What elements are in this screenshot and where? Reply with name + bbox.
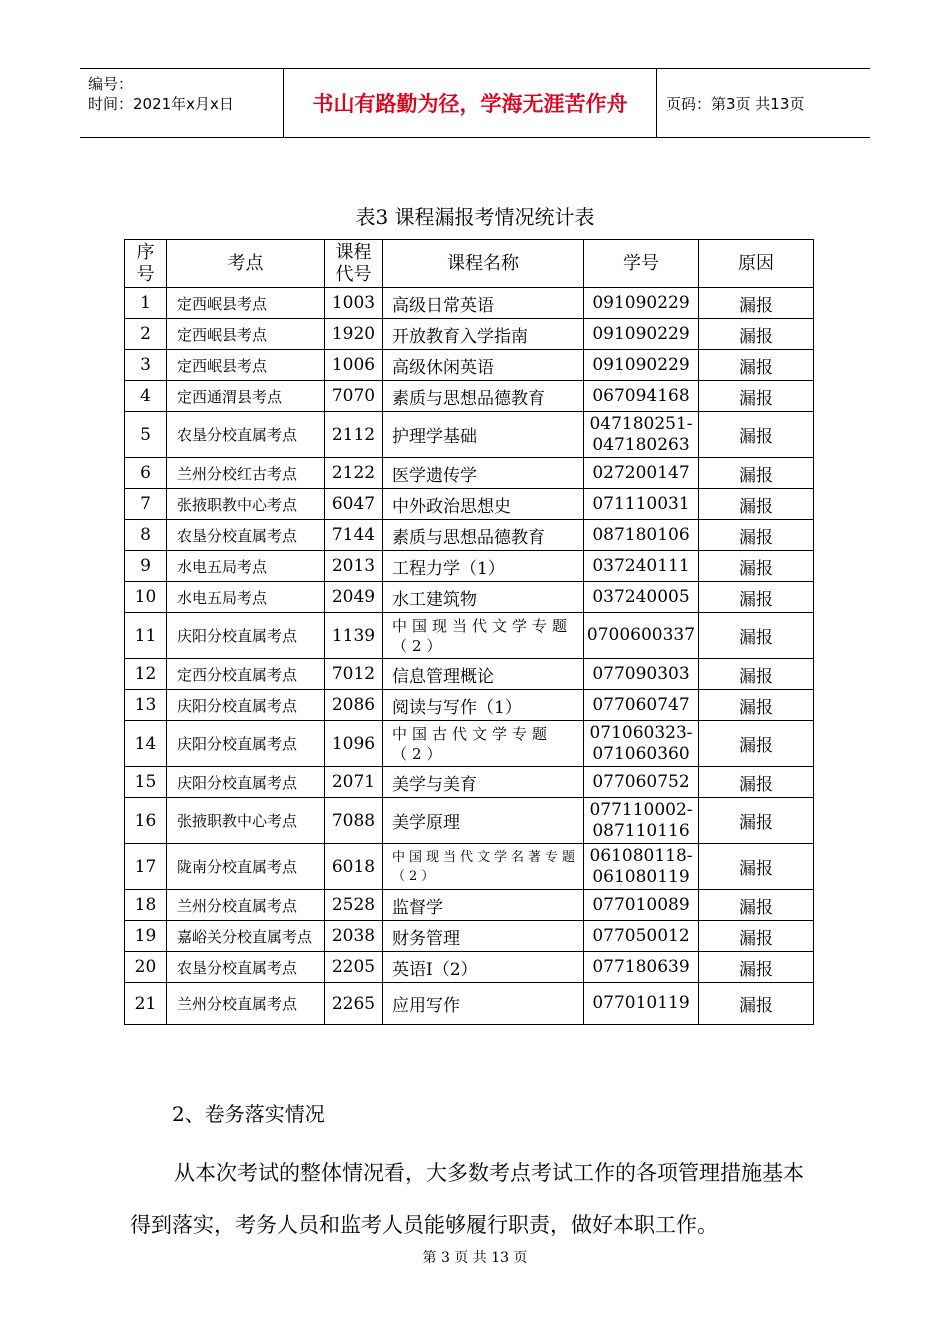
row-id: 077060747 (584, 690, 699, 721)
header-meta (80, 69, 283, 137)
table-row (125, 613, 814, 659)
row-reason: 漏报 (699, 350, 814, 381)
row-reason: 漏报 (699, 489, 814, 520)
header-no: 序号 (125, 240, 167, 288)
row-id: 071110031 (584, 489, 699, 520)
row-code: 7070 (325, 381, 383, 412)
row-site: 庆阳分校直属考点 (167, 613, 325, 659)
row-reason: 漏报 (699, 983, 814, 1025)
row-course: 医学遗传学 (383, 458, 584, 489)
row-reason: 漏报 (699, 798, 814, 844)
table-row (125, 489, 814, 520)
table-row (125, 921, 814, 952)
row-course: 美学原理 (383, 798, 584, 844)
row-site: 兰州分校直属考点 (167, 983, 325, 1025)
row-no: 19 (125, 921, 167, 952)
row-code: 7144 (325, 520, 383, 551)
page-footer: 第 3 页 共 13 页 (422, 1250, 528, 1266)
row-reason: 漏报 (699, 721, 814, 767)
row-no: 14 (125, 721, 167, 767)
table-row (125, 458, 814, 489)
row-code: 6018 (325, 844, 383, 890)
row-course: 阅读与写作（1） (383, 690, 584, 721)
row-site: 庆阳分校直属考点 (167, 767, 325, 798)
row-code: 2071 (325, 767, 383, 798)
row-code: 7012 (325, 659, 383, 690)
row-reason: 漏报 (699, 520, 814, 551)
row-reason: 漏报 (699, 551, 814, 582)
row-site: 水电五局考点 (167, 551, 325, 582)
row-id: 077090303 (584, 659, 699, 690)
row-course: 监督学 (383, 890, 584, 921)
row-site: 兰州分校直属考点 (167, 890, 325, 921)
row-course: 美学与美育 (383, 767, 584, 798)
row-id: 091090229 (584, 350, 699, 381)
table-row (125, 350, 814, 381)
row-id: 071060323- 071060360 (584, 721, 699, 767)
row-id: 077060752 (584, 767, 699, 798)
header-id: 学号 (584, 240, 699, 288)
row-site: 陇南分校直属考点 (167, 844, 325, 890)
row-code: 7088 (325, 798, 383, 844)
row-site: 定西岷县考点 (167, 288, 325, 319)
row-no: 1 (125, 288, 167, 319)
row-site: 农垦分校直属考点 (167, 520, 325, 551)
table-row (125, 659, 814, 690)
row-id: 077180639 (584, 952, 699, 983)
body-paragraph: 从本次考试的整体情况看，大多数考点考试工作的各项管理措施基本得到落实，考务人员和监考人员能够履行职责，做好本职工作。 (130, 1161, 804, 1237)
row-id: 077050012 (584, 921, 699, 952)
row-no: 21 (125, 983, 167, 1025)
row-reason: 漏报 (699, 381, 814, 412)
table-row (125, 412, 814, 458)
row-no: 6 (125, 458, 167, 489)
row-course: 中外政治思想史 (383, 489, 584, 520)
row-code: 2265 (325, 983, 383, 1025)
row-code: 6047 (325, 489, 383, 520)
row-no: 20 (125, 952, 167, 983)
row-reason: 漏报 (699, 767, 814, 798)
row-course: 信息管理概论 (383, 659, 584, 690)
table-row (125, 767, 814, 798)
row-no: 3 (125, 350, 167, 381)
row-site: 定西岷县考点 (167, 319, 325, 350)
header-course: 课程名称 (383, 240, 584, 288)
document-header (80, 68, 870, 138)
row-site: 农垦分校直属考点 (167, 952, 325, 983)
row-id: 037240111 (584, 551, 699, 582)
row-id: 067094168 (584, 381, 699, 412)
row-code: 2038 (325, 921, 383, 952)
table-caption: 表3 课程漏报考情况统计表 (355, 205, 595, 229)
row-no: 5 (125, 412, 167, 458)
table-row (125, 952, 814, 983)
row-no: 8 (125, 520, 167, 551)
row-id: 091090229 (584, 288, 699, 319)
row-code: 2122 (325, 458, 383, 489)
row-reason: 漏报 (699, 844, 814, 890)
row-no: 17 (125, 844, 167, 890)
row-course: 应用写作 (383, 983, 584, 1025)
table-row (125, 798, 814, 844)
row-no: 18 (125, 890, 167, 921)
row-site: 定西岷县考点 (167, 350, 325, 381)
row-reason: 漏报 (699, 952, 814, 983)
row-course: 水工建筑物 (383, 582, 584, 613)
row-site: 定西分校直属考点 (167, 659, 325, 690)
statistics-table (124, 239, 814, 1025)
table-row (125, 520, 814, 551)
row-site: 庆阳分校直属考点 (167, 690, 325, 721)
row-code: 1096 (325, 721, 383, 767)
row-id: 037240005 (584, 582, 699, 613)
header-reason: 原因 (699, 240, 814, 288)
row-course: 高级休闲英语 (383, 350, 584, 381)
row-site: 嘉峪关分校直属考点 (167, 921, 325, 952)
row-course: 开放教育入学指南 (383, 319, 584, 350)
row-code: 2205 (325, 952, 383, 983)
row-reason: 漏报 (699, 288, 814, 319)
table-row (125, 690, 814, 721)
row-no: 2 (125, 319, 167, 350)
header-time: 时间：2021年x月x日 (88, 95, 234, 113)
section-heading: 2、卷务落实情况 (172, 1102, 325, 1126)
row-code: 1006 (325, 350, 383, 381)
row-reason: 漏报 (699, 458, 814, 489)
row-id: 077010089 (584, 890, 699, 921)
row-no: 4 (125, 381, 167, 412)
row-site: 兰州分校红古考点 (167, 458, 325, 489)
row-id: 0700600337 (584, 613, 699, 659)
row-no: 9 (125, 551, 167, 582)
row-reason: 漏报 (699, 412, 814, 458)
row-course: 护理学基础 (383, 412, 584, 458)
table-row (125, 582, 814, 613)
row-code: 2086 (325, 690, 383, 721)
row-no: 16 (125, 798, 167, 844)
row-reason: 漏报 (699, 613, 814, 659)
header-motto: 书山有路勤为径，学海无涯苦作舟 (283, 69, 657, 137)
row-site: 定西通渭县考点 (167, 381, 325, 412)
row-course: 素质与思想品德教育 (383, 520, 584, 551)
row-course: 中国现当代文学专题（2） (383, 613, 584, 659)
row-course: 高级日常英语 (383, 288, 584, 319)
row-course: 素质与思想品德教育 (383, 381, 584, 412)
row-id: 027200147 (584, 458, 699, 489)
row-code: 2528 (325, 890, 383, 921)
row-reason: 漏报 (699, 890, 814, 921)
table-row (125, 721, 814, 767)
row-site: 水电五局考点 (167, 582, 325, 613)
row-id: 047180251- 047180263 (584, 412, 699, 458)
row-reason: 漏报 (699, 690, 814, 721)
row-code: 2013 (325, 551, 383, 582)
table-row (125, 551, 814, 582)
table-row (125, 288, 814, 319)
table-row (125, 381, 814, 412)
table-row (125, 890, 814, 921)
row-reason: 漏报 (699, 921, 814, 952)
row-course: 英语Ⅰ（2） (383, 952, 584, 983)
row-code: 2049 (325, 582, 383, 613)
row-id: 091090229 (584, 319, 699, 350)
header-code: 课程代号 (325, 240, 383, 288)
row-code: 1139 (325, 613, 383, 659)
row-id: 061080118- 061080119 (584, 844, 699, 890)
row-code: 1003 (325, 288, 383, 319)
row-reason: 漏报 (699, 319, 814, 350)
row-code: 1920 (325, 319, 383, 350)
row-course: 中国现当代文学名著专题（2） (383, 844, 584, 890)
header-site: 考点 (167, 240, 325, 288)
header-number: 编号： (88, 75, 134, 93)
row-id: 077010119 (584, 983, 699, 1025)
row-site: 张掖职教中心考点 (167, 798, 325, 844)
row-id: 087180106 (584, 520, 699, 551)
table-header-row (125, 240, 814, 288)
row-site: 张掖职教中心考点 (167, 489, 325, 520)
table-row (125, 844, 814, 890)
row-no: 13 (125, 690, 167, 721)
table-row (125, 319, 814, 350)
header-page-info: 页码：第3页 共13页 (666, 94, 805, 113)
row-no: 11 (125, 613, 167, 659)
row-code: 2112 (325, 412, 383, 458)
row-course: 中国古代文学专题（2） (383, 721, 584, 767)
row-no: 10 (125, 582, 167, 613)
row-no: 15 (125, 767, 167, 798)
row-course: 工程力学（1） (383, 551, 584, 582)
row-no: 12 (125, 659, 167, 690)
row-no: 7 (125, 489, 167, 520)
row-course: 财务管理 (383, 921, 584, 952)
row-reason: 漏报 (699, 659, 814, 690)
row-site: 农垦分校直属考点 (167, 412, 325, 458)
row-id: 077110002- 087110116 (584, 798, 699, 844)
row-site: 庆阳分校直属考点 (167, 721, 325, 767)
row-reason: 漏报 (699, 582, 814, 613)
table-row (125, 983, 814, 1025)
